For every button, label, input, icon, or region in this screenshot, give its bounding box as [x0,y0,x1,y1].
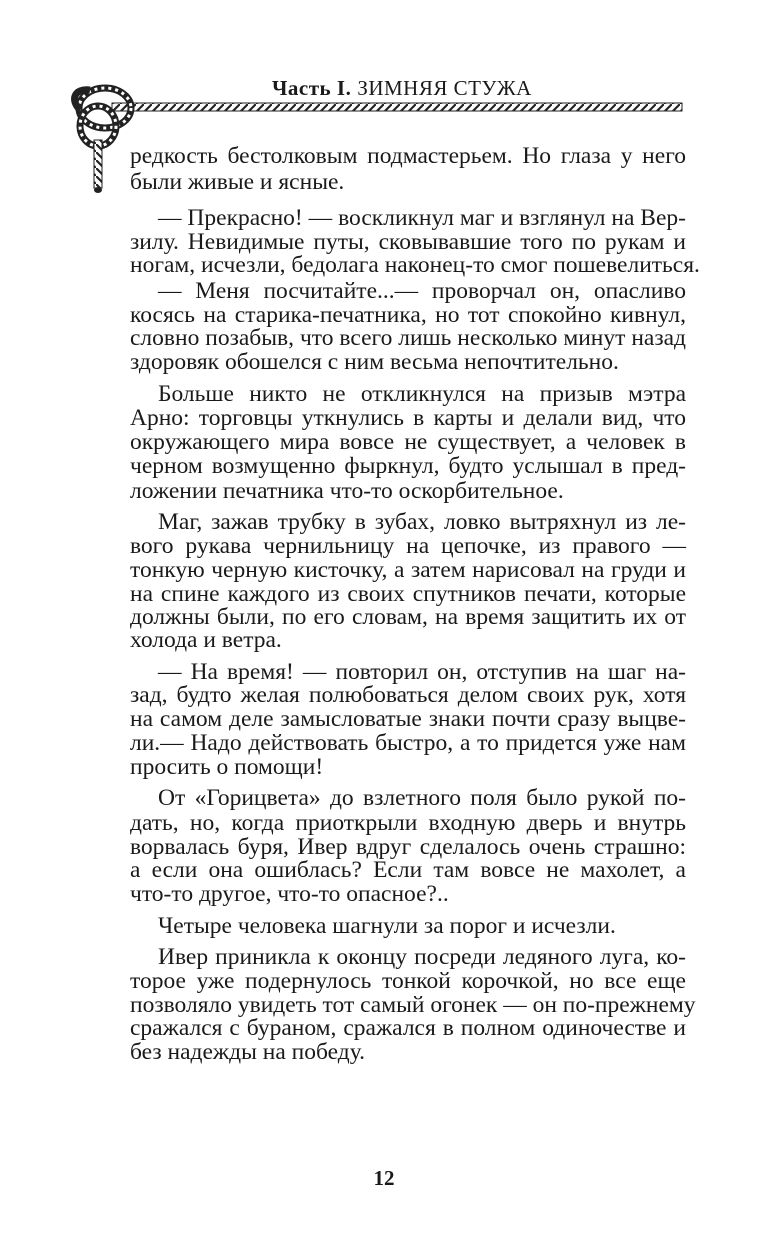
text-line: вого рукава чернильницу на цепочке, из правого — [130,533,686,559]
text-line: ложении печатника что-то оскорбительное. [130,478,564,504]
text-line: Ивер приникла к оконцу посреди ледяного луга, ко- [158,944,686,970]
text-line: Арно: торговцы уткнулись в карты и делали вид, что [130,405,686,431]
text-line: дать, но, когда приоткрыли входную дверь и внутрь [130,810,686,836]
text-line: Четыре человека шагнули за порог и исчезли. [158,913,616,939]
text-line: а если она ошиблась? Если там вовсе не махолет, а [130,857,686,883]
text-line: — Прекрасно! — воскликнул маг и взглянул на Вер- [158,205,686,231]
text-line: черном возмущенно фыркнул, будто услышал в пред- [130,453,686,479]
text-line: зад, будто желая полюбоваться делом своих рук, хотя [130,682,686,708]
text-line: ли.— Надо действовать быстро, а то придется уже нам [130,730,686,756]
running-header [272,76,532,101]
header-part: Часть I. [272,76,352,100]
text-line: окружающего мира вовсе не существует, а человек в [130,429,686,455]
text-line: зилу. Невидимые путы, сковывавшие того по рукам и [130,229,686,255]
text-line: косясь на старика-печатника, но тот спокойно кивнул, [130,302,686,328]
text-line: что-то другое, что-то опасное?.. [130,881,449,907]
text-line: холода и ветра. [130,627,282,653]
text-line: — Меня посчитайте...— проворчал он, опасливо [158,278,686,304]
text-line: сражался с бураном, сражался в полном одиночестве и [130,1015,686,1041]
text-line: словно позабыв, что всего лишь несколько минут назад [130,325,686,351]
text-line: От «Горицвета» до взлетного поля было рукой по- [158,785,686,811]
page-number: 12 [373,1166,395,1190]
text-line: здоровяк обошелся с ним весьма непочтительно. [130,349,619,375]
text-line: просить о помощи! [130,754,324,780]
text-line: тонкую черную кисточку, а затем нарисовал на груди и [130,557,686,583]
text-line: позволяло увидеть тот самый огонек — он по-прежнему [130,992,696,1018]
text-line: Больше никто не откликнулся на призыв мэтра [158,381,686,407]
text-line: торое уже подернулось тонкой корочкой, но все еще [130,968,686,994]
text-line: на самом деле замысловатые знаки почти сразу выцве- [130,706,686,732]
text-line: были живые и ясные. [130,169,345,195]
text-line: должны были, по его словам, на время защитить их от [130,604,686,630]
text-line: ногам, исчезли, бедолага наконец-то смог пошевелиться. [130,252,700,278]
text-line: ворвалась буря, Ивер вдруг сделалось очень страшно: [130,834,686,860]
header-title: ЗИМНЯЯ СТУЖА [357,76,532,100]
text-line: редкость бестолковым подмастерьем. Но глаза у него [130,143,686,169]
text-line: на спине каждого из своих спутников печати, которые [130,581,686,607]
text-line: без надежды на победу. [130,1039,365,1065]
text-line: — На время! — повторил он, отступив на шаг на- [158,659,686,685]
text-line: Маг, зажав трубку в зубах, ловко вытряхнул из ле- [158,509,686,535]
